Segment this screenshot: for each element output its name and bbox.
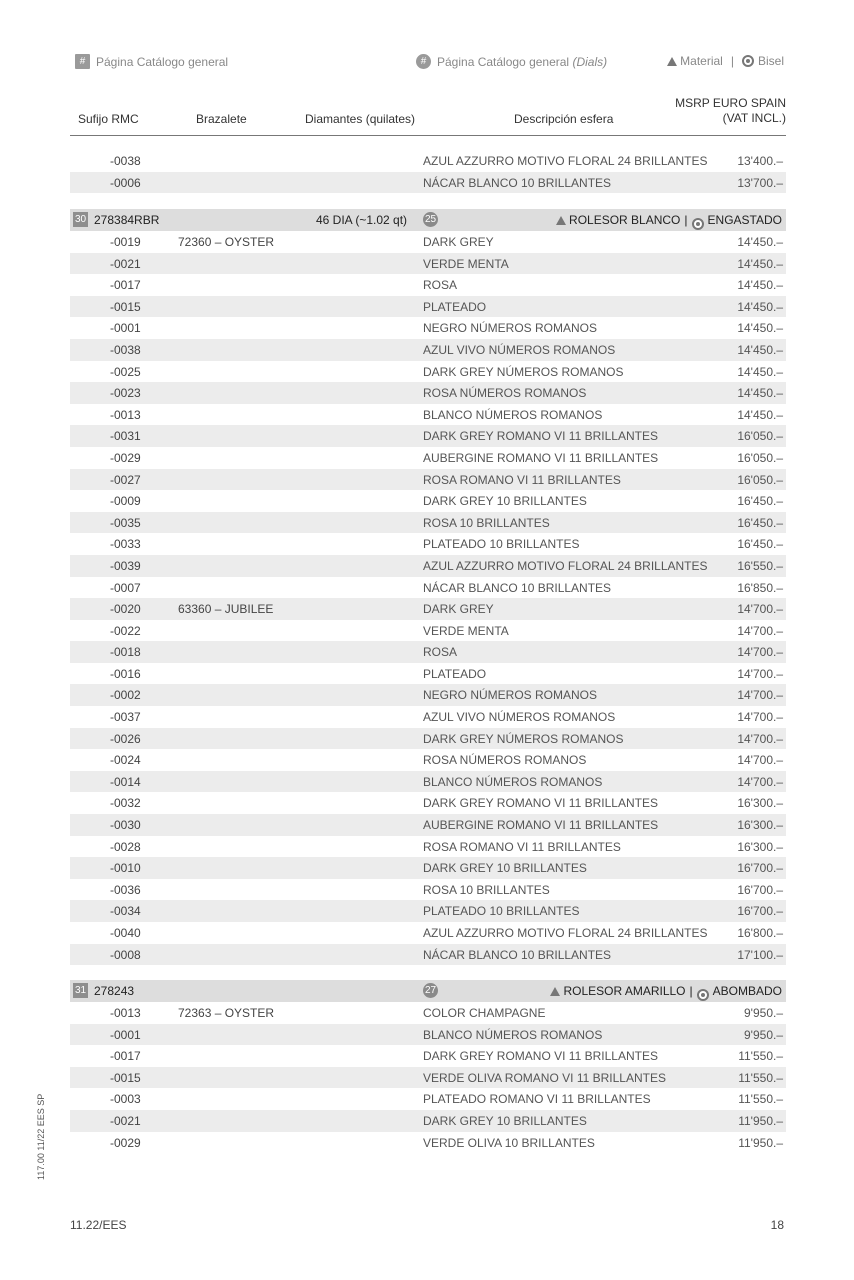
row-price: 14'450.– <box>737 342 783 357</box>
table-row <box>70 641 786 663</box>
row-dial-description: ROSA <box>423 278 458 293</box>
row-dial-description: NÁCAR BLANCO 10 BRILLANTES <box>423 947 612 962</box>
row-price: 14'700.– <box>737 666 783 681</box>
row-price: 16'050.– <box>737 429 783 444</box>
row-suffix: -0040 <box>110 926 141 940</box>
material-triangle-icon <box>556 216 566 225</box>
hash-square-icon: # <box>75 54 90 69</box>
row-dial-description: AUBERGINE ROMANO VI 11 BRILLANTES <box>423 818 659 833</box>
bezel-circle-icon <box>742 55 754 67</box>
legend-catalog-page <box>75 54 228 69</box>
row-price: 14'700.– <box>737 623 783 638</box>
row-dial-description: ROSA 10 BRILLANTES <box>423 515 550 530</box>
reference-number: 278243 <box>94 984 135 998</box>
row-suffix: -0013 <box>110 407 141 422</box>
table-row <box>70 879 786 901</box>
row-dial-description: PLATEADO <box>423 299 487 314</box>
row-price: 16'700.– <box>737 861 783 876</box>
table-row <box>70 447 786 469</box>
table-row <box>70 663 786 685</box>
row-dial-description: DARK GREY NÚMEROS ROMANOS <box>423 731 624 746</box>
table-row <box>70 857 786 879</box>
legend-catalog-label: Página Catálogo general <box>96 54 229 69</box>
table-row <box>70 172 786 194</box>
table-row <box>70 706 786 728</box>
row-price: 13'400.– <box>737 154 783 168</box>
group-header <box>70 980 786 1002</box>
row-dial-description: AZUL VIVO NÚMEROS ROMANOS <box>423 710 616 725</box>
row-price: 11'950.– <box>738 1135 783 1150</box>
header-msrp <box>675 96 786 126</box>
table-row <box>70 339 786 361</box>
row-price: 16'050.– <box>737 450 783 465</box>
row-price: 16'800.– <box>737 926 783 940</box>
row-price: 14'450.– <box>737 407 783 422</box>
table-row <box>70 533 786 555</box>
row-price: 16'700.– <box>737 904 783 919</box>
row-price: 14'450.– <box>737 321 783 336</box>
separator: | <box>689 984 693 998</box>
row-dial-description: ROSA NÚMEROS ROMANOS <box>423 386 587 401</box>
bezel-label: ENGASTADO <box>707 213 782 227</box>
row-dial-description: DARK GREY 10 BRILLANTES <box>423 1113 587 1128</box>
row-dial-description: DARK GREY ROMANO VI 11 BRILLANTES <box>423 429 658 444</box>
table-row <box>70 555 786 577</box>
row-dial-description: PLATEADO 10 BRILLANTES <box>423 537 580 552</box>
table-row <box>70 231 786 253</box>
row-price: 14'700.– <box>737 688 783 703</box>
row-price: 11'950.– <box>738 1113 783 1128</box>
row-suffix: -0007 <box>110 580 141 595</box>
row-price: 16'700.– <box>737 882 783 897</box>
table-row <box>70 425 786 447</box>
row-price: 11'550.– <box>738 1092 783 1107</box>
side-code: 117.00 11/22 EES SP <box>36 1093 46 1180</box>
row-dial-description: ROSA NÚMEROS ROMANOS <box>423 753 587 768</box>
table-row <box>70 317 786 339</box>
row-price: 14'450.– <box>737 235 783 249</box>
row-dial-description: NÁCAR BLANCO 10 BRILLANTES <box>423 580 612 595</box>
row-dial-description: DARK GREY 10 BRILLANTES <box>423 861 587 876</box>
footer-edition: 11.22/EES <box>70 1218 127 1232</box>
table-row <box>70 1002 786 1024</box>
table-row <box>70 1110 786 1132</box>
row-suffix: -0010 <box>110 861 141 876</box>
row-suffix: -0039 <box>110 558 141 573</box>
row-suffix: -0001 <box>110 321 141 336</box>
row-price: 9'950.– <box>744 1006 783 1020</box>
row-bracelet: 72363 – OYSTER <box>178 1006 275 1020</box>
material-bezel-label <box>556 213 782 227</box>
row-suffix: -0006 <box>110 175 141 190</box>
dial-page-badge: 25 <box>424 214 437 225</box>
row-price: 16'450.– <box>737 494 783 509</box>
row-dial-description: DARK GREY NÚMEROS ROMANOS <box>423 364 624 379</box>
row-suffix: -0024 <box>110 753 141 768</box>
row-suffix: -0008 <box>110 947 141 962</box>
row-price: 16'300.– <box>737 818 783 833</box>
row-dial-description: VERDE MENTA <box>423 256 509 271</box>
reference-number: 278384RBR <box>94 213 160 227</box>
catalog-page-badge: 30 <box>74 214 87 225</box>
bezel-circle-icon <box>692 218 704 230</box>
row-dial-description: NEGRO NÚMEROS ROMANOS <box>423 688 598 703</box>
bezel-circle-icon <box>697 989 709 1001</box>
row-suffix: -0029 <box>110 1135 141 1150</box>
row-price: 14'700.– <box>737 710 783 725</box>
row-suffix: -0038 <box>110 342 141 357</box>
legend-bar <box>75 54 784 74</box>
row-suffix: -0029 <box>110 450 141 465</box>
row-suffix: -0017 <box>110 1049 141 1064</box>
material-label: ROLESOR BLANCO <box>569 213 681 227</box>
table-row <box>70 814 786 836</box>
table-row <box>70 684 786 706</box>
header-diamantes: Diamantes (quilates) <box>305 112 416 126</box>
row-suffix: -0033 <box>110 537 141 552</box>
row-dial-description: NÁCAR BLANCO 10 BRILLANTES <box>423 175 612 190</box>
row-price: 16'300.– <box>737 796 783 811</box>
group-278243 <box>70 980 786 1153</box>
row-dial-description: AUBERGINE ROMANO VI 11 BRILLANTES <box>423 450 659 465</box>
row-dial-description: DARK GREY ROMANO VI 11 BRILLANTES <box>423 796 658 811</box>
row-price: 16'850.– <box>737 580 783 595</box>
table-row <box>70 382 786 404</box>
row-dial-description: ROSA ROMANO VI 11 BRILLANTES <box>423 472 621 487</box>
row-suffix: -0023 <box>110 386 141 401</box>
header-sufijo: Sufijo RMC <box>78 112 139 126</box>
row-dial-description: BLANCO NÚMEROS ROMANOS <box>423 774 603 789</box>
row-price: 13'700.– <box>737 175 783 190</box>
header-descripcion: Descripción esfera <box>514 112 614 126</box>
row-price: 16'050.– <box>737 472 783 487</box>
row-dial-description: PLATEADO 10 BRILLANTES <box>423 904 580 919</box>
table-header <box>70 94 786 136</box>
row-suffix: -0035 <box>110 515 141 530</box>
row-suffix: -0027 <box>110 472 141 487</box>
table-row <box>70 598 786 620</box>
row-dial-description: ROSA <box>423 645 458 660</box>
table-row <box>70 150 786 172</box>
table-row <box>70 512 786 534</box>
row-dial-description: BLANCO NÚMEROS ROMANOS <box>423 1027 603 1042</box>
row-suffix: -0021 <box>110 1113 141 1128</box>
row-dial-description: VERDE OLIVA ROMANO VI 11 BRILLANTES <box>423 1070 666 1085</box>
legend-dials-em: (Dials) <box>572 54 608 69</box>
row-dial-description: VERDE MENTA <box>423 623 509 638</box>
table-row <box>70 1045 786 1067</box>
material-triangle-icon <box>550 987 560 996</box>
header-brazalete: Brazalete <box>196 112 247 126</box>
row-suffix: -0015 <box>110 299 141 314</box>
row-suffix: -0016 <box>110 666 141 681</box>
row-dial-description: VERDE OLIVA 10 BRILLANTES <box>423 1135 595 1150</box>
row-price: 16'450.– <box>737 515 783 530</box>
row-dial-description: AZUL VIVO NÚMEROS ROMANOS <box>423 342 616 357</box>
row-suffix: -0002 <box>110 688 141 703</box>
group-header <box>70 209 786 231</box>
row-dial-description: DARK GREY 10 BRILLANTES <box>423 494 587 509</box>
row-suffix: -0001 <box>110 1027 141 1042</box>
row-suffix: -0034 <box>110 904 141 919</box>
row-dial-description: AZUL AZZURRO MOTIVO FLORAL 24 BRILLANTES <box>423 558 708 573</box>
legend-separator: | <box>730 54 734 68</box>
row-dial-description: DARK GREY <box>423 235 494 249</box>
table-row <box>70 900 786 922</box>
table-row <box>70 274 786 296</box>
row-bracelet: 72360 – OYSTER <box>178 235 275 249</box>
rows-278384RBR <box>70 231 786 965</box>
legend-material-bezel <box>667 54 784 68</box>
bezel-label: ABOMBADO <box>712 984 782 998</box>
table-row <box>70 404 786 426</box>
material-bezel-label <box>550 984 782 998</box>
legend-material-label: Material <box>680 54 723 68</box>
catalog-page-badge: 31 <box>74 985 87 996</box>
table-row <box>70 361 786 383</box>
row-price: 14'450.– <box>737 386 783 401</box>
row-price: 17'100.– <box>737 947 783 962</box>
row-dial-description: PLATEADO ROMANO VI 11 BRILLANTES <box>423 1092 651 1107</box>
row-suffix: -0020 <box>110 602 141 617</box>
row-dial-description: BLANCO NÚMEROS ROMANOS <box>423 407 603 422</box>
table-row <box>70 253 786 275</box>
row-suffix: -0021 <box>110 256 141 271</box>
row-price: 14'450.– <box>737 364 783 379</box>
diamond-carats: 46 DIA (~1.02 qt) <box>316 213 408 227</box>
row-price: 16'450.– <box>737 537 783 552</box>
table-row <box>70 1067 786 1089</box>
row-price: 14'450.– <box>737 278 783 293</box>
row-price: 14'450.– <box>737 299 783 314</box>
row-suffix: -0026 <box>110 731 141 746</box>
row-suffix: -0031 <box>110 429 141 444</box>
row-price: 14'700.– <box>737 602 783 617</box>
row-suffix: -0025 <box>110 364 141 379</box>
table-row <box>70 771 786 793</box>
separator: | <box>684 213 688 227</box>
row-dial-description: DARK GREY <box>423 602 494 617</box>
table-row <box>70 1024 786 1046</box>
header-msrp-line1: MSRP EURO SPAIN <box>675 96 786 110</box>
material-triangle-icon <box>667 57 677 66</box>
row-suffix: -0019 <box>110 235 141 249</box>
row-suffix: -0014 <box>110 774 141 789</box>
table-row <box>70 944 786 966</box>
row-price: 14'450.– <box>737 256 783 271</box>
row-price: 14'700.– <box>737 645 783 660</box>
group-278384RBR <box>70 209 786 965</box>
row-price: 16'550.– <box>737 558 783 573</box>
row-bracelet: 63360 – JUBILEE <box>178 602 274 617</box>
table-row <box>70 577 786 599</box>
row-price: 14'700.– <box>737 731 783 746</box>
row-dial-description: AZUL AZZURRO MOTIVO FLORAL 24 BRILLANTES <box>423 154 708 168</box>
row-dial-description: PLATEADO <box>423 666 487 681</box>
table-row <box>70 296 786 318</box>
continuation-rows <box>70 150 786 193</box>
row-suffix: -0037 <box>110 710 141 725</box>
legend-dials-label: Página Catálogo general <box>437 54 570 69</box>
row-suffix: -0036 <box>110 882 141 897</box>
legend-dials-page <box>416 54 607 69</box>
row-suffix: -0030 <box>110 818 141 833</box>
row-suffix: -0015 <box>110 1070 141 1085</box>
row-price: 14'700.– <box>737 774 783 789</box>
table-row <box>70 490 786 512</box>
page-number: 18 <box>770 1218 784 1232</box>
hash-circle-icon: # <box>416 54 431 69</box>
row-suffix: -0013 <box>110 1006 141 1020</box>
row-suffix: -0028 <box>110 839 141 854</box>
row-price: 11'550.– <box>738 1070 783 1085</box>
row-suffix: -0017 <box>110 278 141 293</box>
table-row <box>70 620 786 642</box>
table-row <box>70 1132 786 1154</box>
table-row <box>70 792 786 814</box>
table-row <box>70 922 786 944</box>
row-dial-description: ROSA ROMANO VI 11 BRILLANTES <box>423 839 621 854</box>
row-suffix: -0032 <box>110 796 141 811</box>
row-dial-description: AZUL AZZURRO MOTIVO FLORAL 24 BRILLANTES <box>423 926 708 940</box>
rows-278243 <box>70 1002 786 1153</box>
row-suffix: -0009 <box>110 494 141 509</box>
row-price: 14'700.– <box>737 753 783 768</box>
row-suffix: -0022 <box>110 623 141 638</box>
row-suffix: -0003 <box>110 1092 141 1107</box>
row-price: 16'300.– <box>737 839 783 854</box>
row-dial-description: COLOR CHAMPAGNE <box>423 1006 546 1020</box>
table-row <box>70 728 786 750</box>
table-row <box>70 749 786 771</box>
row-dial-description: ROSA 10 BRILLANTES <box>423 882 550 897</box>
row-suffix: -0018 <box>110 645 141 660</box>
row-dial-description: DARK GREY ROMANO VI 11 BRILLANTES <box>423 1049 658 1064</box>
header-msrp-line2: (VAT INCL.) <box>722 111 786 125</box>
row-price: 11'550.– <box>738 1049 783 1064</box>
table-row <box>70 1088 786 1110</box>
dial-page-badge: 27 <box>424 985 437 996</box>
row-dial-description: NEGRO NÚMEROS ROMANOS <box>423 321 598 336</box>
table-row <box>70 469 786 491</box>
legend-bezel-label: Bisel <box>757 54 784 68</box>
row-suffix: -0038 <box>110 154 141 168</box>
row-price: 9'950.– <box>744 1027 783 1042</box>
material-label: ROLESOR AMARILLO <box>563 984 686 998</box>
table-row <box>70 836 786 858</box>
